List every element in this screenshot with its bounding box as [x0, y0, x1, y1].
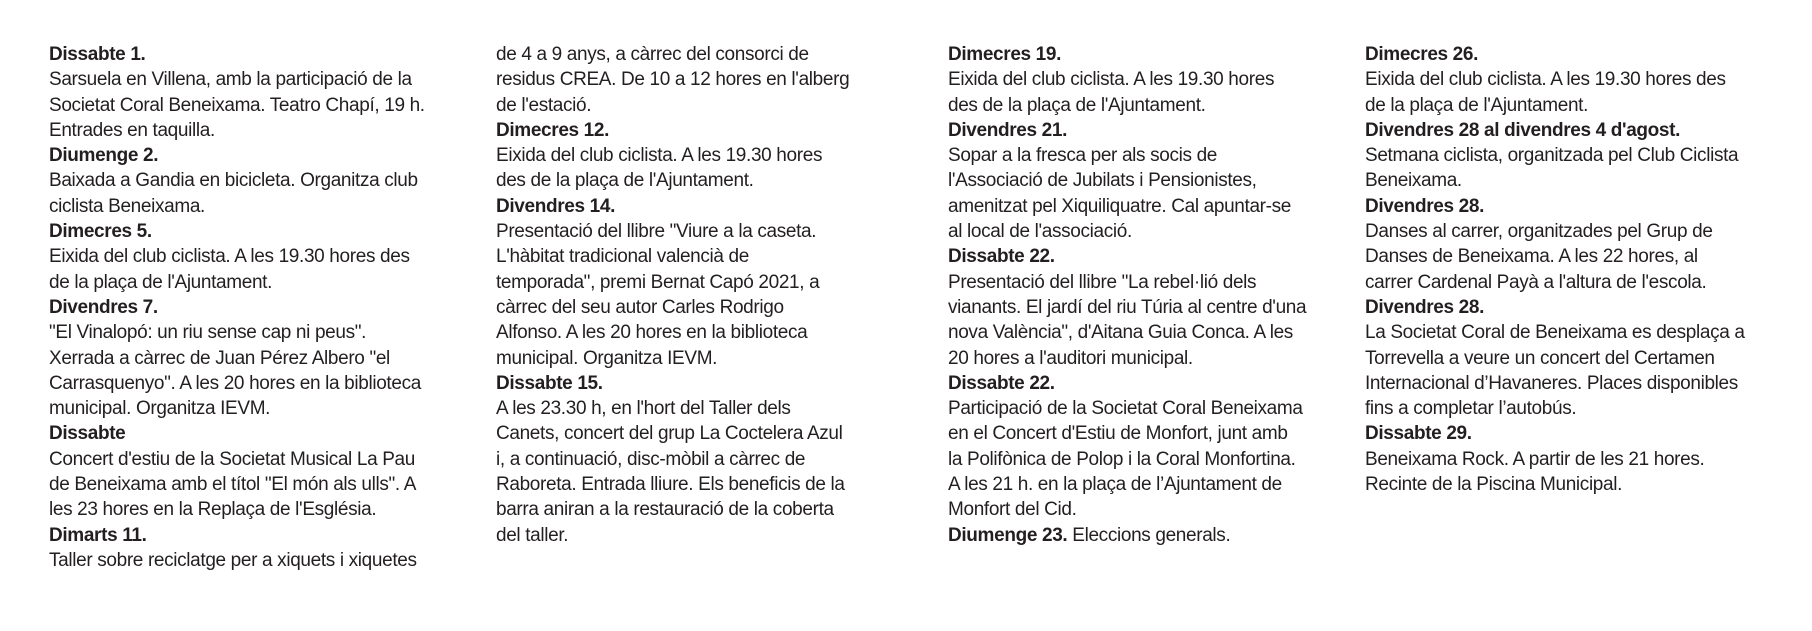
event-line: municipal. Organitza IEVM. [496, 347, 718, 369]
event-entry [948, 118, 1338, 244]
event-description [1365, 67, 1785, 118]
event-line: Presentació del llibre "La rebel·lió dels [948, 271, 1257, 293]
event-entry [1365, 42, 1785, 118]
event-description [496, 219, 896, 371]
event-line: des de la plaça de l'Ajuntament. [496, 170, 754, 192]
event-description [1365, 219, 1785, 295]
event-entry-continued [496, 42, 896, 118]
event-line: Alfonso. A les 20 hores en la biblioteca [496, 322, 808, 344]
event-line: municipal. Organitza IEVM. [49, 398, 271, 420]
event-line: Setmana ciclista, organitzada pel Club Ciclista [1365, 145, 1739, 167]
event-date-heading: Dimecres 12. [496, 119, 610, 141]
event-line: La Societat Coral de Beneixama es desplaça a [1365, 322, 1745, 344]
event-description [49, 320, 459, 421]
event-description [49, 548, 459, 573]
event-line: Carrasquenyo". A les 20 hores en la biblioteca [49, 372, 421, 394]
event-date-heading: Diumenge 2. [49, 145, 159, 167]
event-date-heading: Dissabte 1. [49, 44, 146, 65]
event-line: al local de l'associació. [948, 221, 1132, 243]
event-entry [49, 295, 459, 421]
event-line: Danses al carrer, organitzades pel Grup de [1365, 221, 1713, 243]
event-date-heading: Divendres 14. [496, 195, 616, 217]
event-line: i, a continuació, disc-mòbil a càrrec de [496, 448, 806, 470]
event-line: de 4 a 9 anys, a càrrec del consorci de [496, 44, 809, 65]
event-date-heading: Dissabte 29. [1365, 423, 1472, 445]
event-entry [496, 194, 896, 371]
event-date-heading: Divendres 28 al divendres 4 d'agost. [1365, 119, 1681, 141]
event-date-heading: Dimarts 11. [49, 524, 147, 546]
event-line: residus CREA. De 10 a 12 hores en l'alberg [496, 69, 850, 91]
event-entry [948, 42, 1338, 118]
event-description [49, 168, 459, 219]
event-line: ciclista Beneixama. [49, 195, 205, 217]
event-date-heading: Dimecres 5. [49, 221, 152, 243]
event-date-heading: Dissabte 22. [948, 372, 1055, 394]
event-line: Taller sobre reciclatge per a xiquets i xiquetes [49, 549, 417, 571]
event-entry [49, 143, 459, 219]
event-line: les 23 hores en la Replaça de l'Església. [49, 499, 377, 521]
event-line: Concert d'estiu de la Societat Musical La Pau [49, 448, 415, 470]
event-line: l'Associació de Jubilats i Pensionistes, [948, 170, 1257, 192]
event-date-heading: Dimecres 19. [948, 44, 1062, 65]
event-entry [1365, 421, 1785, 497]
event-description [948, 396, 1338, 522]
event-description [496, 396, 896, 548]
event-entry [496, 371, 896, 548]
event-entry [49, 523, 459, 574]
event-line: vianants. El jardí del riu Túria al centre d'una [948, 296, 1307, 318]
event-date-heading: Divendres 21. [948, 119, 1068, 141]
event-line: "El Vinalopó: un riu sense cap ni peus". [49, 322, 367, 344]
event-description [496, 42, 896, 118]
event-date-heading: Dissabte 15. [496, 372, 603, 394]
event-line: nova València", d'Aitana Guia Conca. A les [948, 322, 1293, 344]
event-line: Societat Coral Beneixama. Teatro Chapí, 19 h. [49, 94, 425, 116]
event-line: de la plaça de l'Ajuntament. [1365, 94, 1589, 116]
event-line: de la plaça de l'Ajuntament. [49, 271, 273, 293]
event-line: Xerrada a càrrec de Juan Pérez Albero "el [49, 347, 390, 369]
event-line: de Beneixama amb el títol "El món als ulls". A [49, 474, 417, 496]
event-description [948, 143, 1338, 244]
event-line: Eixida del club ciclista. A les 19.30 hores des [49, 246, 410, 268]
event-entry [1365, 194, 1785, 295]
event-date-heading: Divendres 28. [1365, 195, 1485, 217]
event-date-heading: Dissabte [49, 423, 126, 445]
event-description [49, 244, 459, 295]
event-line: Eixida del club ciclista. A les 19.30 hores des [1365, 69, 1726, 91]
event-description [49, 447, 459, 523]
event-line: Raboreta. Entrada lliure. Els beneficis de la [496, 474, 845, 496]
event-line: A les 23.30 h, en l'hort del Taller dels [496, 398, 791, 420]
agenda-column-1 [49, 42, 459, 573]
event-line: Participació de la Societat Coral Beneixama [948, 398, 1303, 420]
event-entry [49, 219, 459, 295]
event-line: A les 21 h. en la plaça de l’Ajuntament de [948, 474, 1282, 496]
event-entry-inline [948, 523, 1338, 548]
event-date-heading: Diumenge 23. [948, 524, 1068, 546]
event-description [49, 67, 459, 143]
event-date-heading: Dissabte 22. [948, 246, 1055, 268]
event-description [496, 143, 896, 194]
event-line: del taller. [496, 524, 569, 546]
event-line: Eixida del club ciclista. A les 19.30 hores [948, 69, 1275, 91]
event-line: de l'estació. [496, 94, 592, 116]
agenda-column-2 [496, 42, 896, 548]
event-line: Sarsuela en Villena, amb la participació de la [49, 69, 412, 91]
event-date-heading: Dimecres 26. [1365, 44, 1479, 65]
event-entry [496, 118, 896, 194]
event-line: Torrevella a veure un concert del Certamen [1365, 347, 1715, 369]
event-line: barra aniran a la restauració de la coberta [496, 499, 834, 521]
event-entry [1365, 295, 1785, 421]
event-description [1365, 447, 1785, 498]
event-line: Monfort del Cid. [948, 499, 1077, 521]
event-line: Danses de Beneixama. A les 22 hores, al [1365, 246, 1698, 268]
event-line: L'hàbitat tradicional valencià de [496, 246, 749, 268]
event-line: fins a completar l’autobús. [1365, 398, 1577, 420]
event-line: Internacional d’Havaneres. Places disponibles [1365, 372, 1738, 394]
event-description [948, 67, 1338, 118]
agenda-column-4 [1365, 42, 1785, 497]
event-line: càrrec del seu autor Carles Rodrigo [496, 296, 784, 318]
event-entry [49, 421, 459, 522]
event-line: carrer Cardenal Payà a l'altura de l'escola. [1365, 271, 1707, 293]
event-line: Recinte de la Piscina Municipal. [1365, 474, 1623, 496]
event-line: Sopar a la fresca per als socis de [948, 145, 1218, 167]
event-line: en el Concert d'Estiu de Monfort, junt amb [948, 423, 1288, 445]
event-date-heading: Divendres 28. [1365, 296, 1485, 318]
event-description [1365, 320, 1785, 421]
event-line: des de la plaça de l'Ajuntament. [948, 94, 1206, 116]
event-line: amenitzat pel Xiquiliquatre. Cal apuntar-se [948, 195, 1291, 217]
event-description [1365, 143, 1785, 194]
event-line: Eixida del club ciclista. A les 19.30 hores [496, 145, 823, 167]
agenda-column-3 [948, 42, 1338, 548]
event-line: Beneixama Rock. A partir de les 21 hores. [1365, 448, 1705, 470]
event-line: Entrades en taquilla. [49, 119, 215, 141]
event-entry [948, 371, 1338, 523]
event-date-heading: Divendres 7. [49, 296, 158, 318]
event-description: Eleccions generals. [1067, 524, 1231, 546]
event-line: Presentació del llibre "Viure a la caseta. [496, 221, 817, 243]
event-description [948, 270, 1338, 371]
event-line: Canets, concert del grup La Coctelera Azul [496, 423, 843, 445]
event-line: temporada", premi Bernat Capó 2021, a [496, 271, 820, 293]
event-line: Baixada a Gandia en bicicleta. Organitza club [49, 170, 418, 192]
event-entry [49, 42, 459, 143]
event-line: 20 hores a l'auditori municipal. [948, 347, 1193, 369]
event-entry [948, 244, 1338, 370]
event-line: Beneixama. [1365, 170, 1462, 192]
event-line: la Polifònica de Polop i la Coral Monfortina. [948, 448, 1296, 470]
event-entry [1365, 118, 1785, 194]
